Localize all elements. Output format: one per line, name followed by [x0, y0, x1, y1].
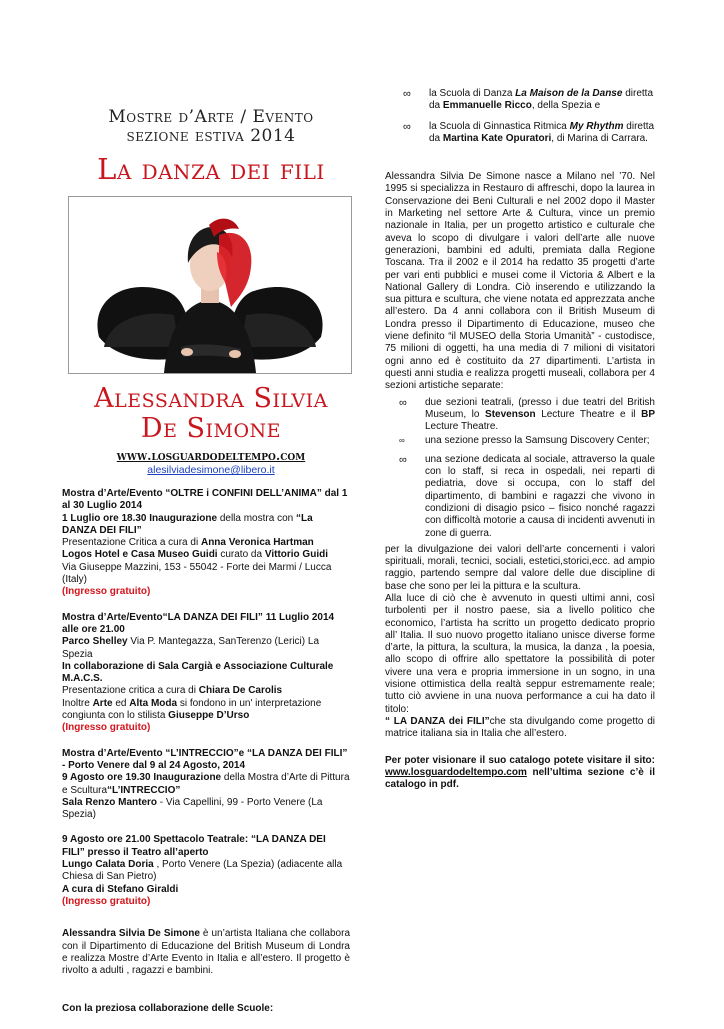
catalog-link[interactable]: www.losguardodeltempo.com — [385, 766, 527, 778]
catalog-text-end: nell’ultima sezione c’è il catalogo in pdf. — [385, 766, 655, 791]
event-4 — [62, 834, 350, 908]
school-director: Martina Kate Opuratori — [442, 132, 552, 144]
event-3-date-rest: della Mostra d’Arte di Pittura e Scultura — [62, 772, 350, 796]
bio-paragraph-3-tail: che sta divulgando come progetto di matrice italiana sia in Italia che all’estero. — [385, 715, 655, 740]
event-1-date: 1 Luglio ore 18.30 Inaugurazione — [62, 512, 218, 524]
section-bp: BP — [641, 408, 655, 420]
section-text-pre: due sezioni teatrali, (presso i due teatri del British Museum, lo — [425, 396, 655, 420]
section-text — [425, 397, 655, 434]
intro-text: è un’artista Italiana che collabora con il Dipartimento di Educazione del British Museum di Londra e realizza Mostre d’Arte Evento in Italia e all’estero. Il progetto è rivolto a adulti , ragazzi e bambini. — [62, 928, 351, 977]
event-2-text-a: Inoltre — [62, 697, 93, 709]
event-1-critic — [62, 537, 350, 549]
event-2-address: Via P. Mantegazza, SanTerenzo (Lerici) La Spezia — [62, 636, 319, 660]
school-pre: la Scuola di Danza — [429, 88, 516, 99]
bio-paragraph-1: Alessandra Silvia De Simone nasce a Milano nel ’70. Nel 1995 si specializza in Restauro di affreschi, dopo la laurea in Conservazione dei Beni Culturali e nel 2002 dopo il Master in Marketing nel settore Arte & Cultura, vince un premio nazionale in Italia, per un progetto artistico e culturale che aveva lo scopo di divulgare i valori dell’arte alle nuove generazioni, bambini ed adulti, premiata dalla Regione Toscana. Tra il 2002 e il 2014 ha redatto 35 progetti d’arte per vari enti pubblici e musei come il Victoria & Albert e la National Gallery di Londra. Ciò inserendo e utilizzando la sua pittura e scultura, che viene notata ed apprezzata anche all’estero. Da 4 anni collabora con il British Museum di Londra presso il Dipartimento di Educazione, museo che viene definito “il MUSEO della Storia Umanità” - custodisce, 75 milioni di oggetti, ha una media di 7 milioni di visitatori ogni anno ed è costituito da 27 dipartimenti. L’artista in questi anni studia e realizza progetti museali, collabora per 4 sezioni artistiche separate: — [385, 171, 655, 392]
section-item — [399, 454, 655, 540]
event-3-venue: Sala Renzo Mantero — [62, 796, 158, 808]
right-column — [385, 88, 655, 791]
artist-photo — [68, 196, 352, 374]
infinity-bullet-icon: ∞ — [399, 436, 405, 446]
event-4-curator: A cura di Stefano Giraldi — [62, 883, 179, 895]
school-text — [429, 88, 655, 113]
event-1-date-rest: della mostra con — [217, 512, 296, 524]
event-2-critic — [62, 685, 350, 697]
catalog-text: Per poter visionare il suo catalogo potete visitare il sito: — [385, 754, 655, 766]
bio-paragraph-3-text: Alla luce di ciò che è avvenuto in questi ultimi anni, così turbolenti per il nostro paese, sia a livello politico che economico, l’artista ha scritto un progetto dedicato proprio all’ Italia. Il suo nuovo progetto italiano unisce diverse forme d’arte, la pittura, la scultura, la musica, la danza , la poesia, allo scopo di offrire allo spettatore la possibilità di poter vivere una vera e propria immersione in un sogno, in una visione ottimistica della realtà seppur estremamente reale; tutto ciò avviene in una nuova performance a cui ha dato il titolo: — [385, 592, 655, 715]
event-2-critic-name: Chiara De Carolis — [198, 685, 283, 697]
event-2-venue: Parco Shelley — [62, 636, 128, 648]
event-1-venue-line — [62, 549, 350, 561]
event-2-stylist: Giuseppe D’Urso — [168, 710, 250, 722]
event-1 — [62, 488, 350, 599]
event-1-critic-prefix: Presentazione Critica a cura di — [62, 537, 201, 549]
intro-paragraph — [62, 928, 350, 977]
school-text — [429, 121, 655, 146]
sections-list — [399, 397, 655, 540]
section-item — [399, 435, 655, 447]
event-title: La danza dei fili — [97, 152, 325, 186]
event-2-text-b: ed — [112, 697, 130, 709]
email-link[interactable]: alesilviadesimone@libero.it — [147, 464, 275, 476]
artist-photo-illustration — [69, 197, 351, 373]
section-item — [399, 397, 655, 434]
bio-show-title: “ LA DANZA dei FILI” — [385, 715, 490, 727]
event-2-fashion — [62, 698, 350, 723]
event-4-title: 9 Agosto ore 21.00 Spettacolo Teatrale: “LA DANZA DEI FILI” presso il Teatro all’aperto — [62, 834, 326, 858]
bio-paragraph-3 — [385, 593, 655, 741]
school-item — [403, 121, 655, 146]
left-column — [62, 108, 350, 1029]
section-text-post: Lecture Theatre. — [425, 421, 499, 433]
artist-name-line-2: De Simone — [140, 413, 282, 444]
schools-list — [403, 88, 655, 145]
event-1-title: Mostra d’Arte/Evento “OLTRE i CONFINI DELL’ANIMA” dal 1 al 30 Luglio 2014 — [62, 488, 348, 512]
artist-name-line-1: Alessandra Silvia — [94, 383, 328, 414]
event-2-free-entry: (Ingresso gratuito) — [62, 722, 151, 734]
event-2-title: Mostra d’Arte/Evento“LA DANZA DEI FILI” 11 Luglio 2014 alle ore 21.00 — [62, 611, 335, 635]
event-3-title: Mostra d’Arte/Evento “L’INTRECCIO”e “LA DANZA DEI FILI” - Porto Venere dal 9 al 24 Agosto, 2014 — [62, 747, 348, 771]
section-text: una sezione presso la Samsung Discovery Center; — [425, 435, 650, 447]
event-1-free-entry: (Ingresso gratuito) — [62, 586, 151, 598]
school-mid: diretta da — [429, 120, 655, 144]
event-1-address: Via Giuseppe Mazzini, 153 - 55042 - Forte dei Marmi / Lucca (Italy) — [62, 561, 332, 586]
event-2-text-c: si fondono in un' interpretazione congiunta con lo stilista — [62, 697, 322, 722]
school-pre: la Scuola di Ginnastica Ritmica — [429, 120, 570, 132]
artist-name — [72, 384, 350, 444]
event-2 — [62, 612, 350, 735]
bio-paragraph-2: per la divulgazione dei valori dell’arte concernenti i valori spirituali, morali, tecnici, sociali, estetici,storici,ecc. ad ampio raggio, partendo sempre dal valore delle due discipline di base che sono per lei la pittura e la scultura. — [385, 543, 655, 592]
event-2-critic-prefix: Presentazione critica a cura di — [62, 685, 199, 697]
event-3-address: - Via Capellini, 99 - Porto Venere (La Spezia) — [62, 796, 323, 821]
event-1-opening — [62, 513, 350, 538]
infinity-bullet-icon: ∞ — [399, 396, 407, 409]
event-4-free-entry: (Ingresso gratuito) — [62, 895, 151, 907]
event-1-venue-mid: curato da — [217, 549, 265, 561]
event-2-collab: In collaborazione di Sala Cargià e Associazione Culturale M.A.C.S. — [62, 660, 334, 685]
section-text: una sezione dedicata al sociale, attraverso la quale con lo staff, si reca in ospedali, nei reparti di pediatria, dove si occupa, con lo staff del dipartimento, di bambini e ragazzi che vivono in condizioni di disagio psico – fisico nonché ragazzi con difficoltà motorie a causa di incidenti avvenuti in zone di guerra. — [425, 453, 655, 539]
infinity-bullet-icon: ∞ — [399, 453, 407, 466]
event-3-opening — [62, 772, 350, 797]
event-4-venue: Lungo Calata Doria — [62, 859, 154, 871]
event-3-show: “L’INTRECCIO” — [107, 784, 181, 796]
event-3 — [62, 748, 350, 822]
intro-artist-name: Alessandra Silvia De Simone — [62, 928, 200, 940]
event-3-date: 9 Agosto ore 19.30 Inaugurazione — [62, 772, 222, 784]
infinity-bullet-icon: ∞ — [403, 88, 411, 100]
event-1-venue: Logos Hotel e Casa Museo Guidi — [62, 549, 218, 561]
header-line-2: sezione estiva 2014 — [126, 126, 296, 146]
event-1-critic-name: Anna Veronica Hartman — [200, 537, 314, 549]
infinity-bullet-icon: ∞ — [403, 120, 411, 133]
school-name: My Rhythm — [569, 120, 624, 132]
event-1-curator: Vittorio Guidi — [264, 549, 328, 561]
event-3-venue-line — [62, 797, 350, 822]
event-2-moda: Alta Moda — [129, 697, 178, 709]
event-1-show: “La DANZA DEI FILI” — [62, 512, 313, 536]
school-name: La Maison de la Danse — [515, 88, 623, 99]
school-mid: diretta da — [429, 88, 654, 112]
section-text-mid: Lecture Theatre e il — [535, 408, 642, 420]
school-post: , di Marina di Carrara. — [551, 132, 648, 144]
collab-heading: Con la preziosa collaborazione delle Scuole: — [62, 1003, 274, 1015]
event-2-venue-line — [62, 636, 350, 661]
school-item — [403, 88, 655, 113]
catalog-note — [385, 755, 655, 792]
school-director: Emmanuelle Ricco — [442, 100, 532, 112]
event-4-venue-line — [62, 859, 350, 884]
school-post: , della Spezia e — [531, 100, 601, 112]
header-line-1: Mostre d’Arte / Evento — [108, 107, 314, 127]
website-link[interactable]: www.losguardodeltempo.com — [116, 448, 306, 463]
event-4-address: , Porto Venere (La Spezia) (adiacente alla Chiesa di San Pietro) — [62, 859, 343, 883]
event-2-arte: Arte — [92, 697, 113, 709]
section-stevenson: Stevenson — [485, 408, 536, 420]
